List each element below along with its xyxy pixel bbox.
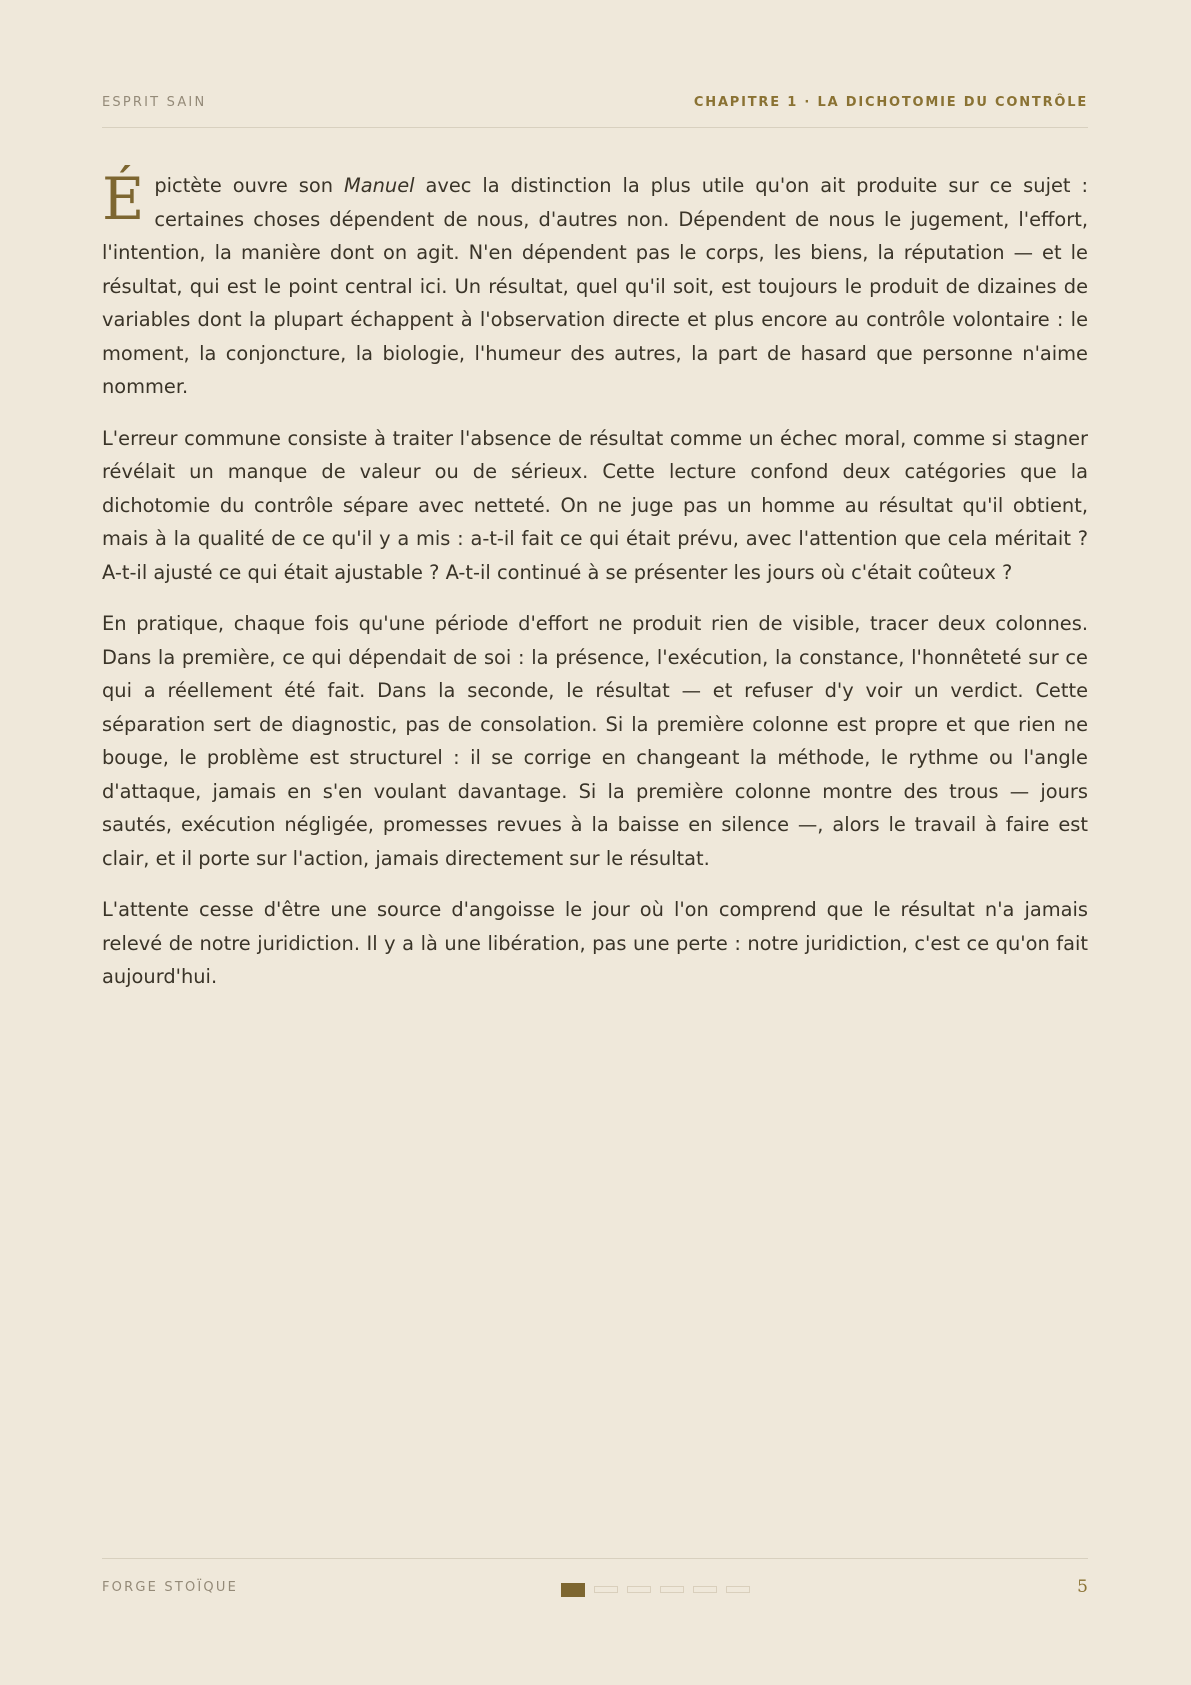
paragraph-1-intro: pictète ouvre son <box>154 174 344 197</box>
paragraph-1 <box>102 165 1088 404</box>
book-title: ESPRIT SAIN <box>102 95 207 110</box>
page-footer <box>102 1558 1088 1599</box>
paragraph-2: L'erreur commune consiste à traiter l'absence de résultat comme un échec moral, comme si stagner révélait un manque de valeur ou de sérieux. Cette lecture confond deux catégories que la dichotomie du contrôle sépare avec netteté. On ne juge pas un homme au résultat qu'il obtient, mais à la qualité de ce qu'il y a mis : a-t-il fait ce qui était prévu, avec l'attention que cela méritait ? A-t-il ajusté ce qui était ajustable ? A-t-il continué à se présenter les jours où c'était coûteux ? <box>102 426 1088 584</box>
progress-segment <box>726 1586 750 1593</box>
page-header <box>102 92 1088 128</box>
progress-segment <box>693 1586 717 1593</box>
progress-segment <box>660 1586 684 1593</box>
chapter-title: CHAPITRE 1 · LA DICHOTOMIE DU CONTRÔLE <box>693 95 1088 110</box>
drop-cap: É <box>102 165 145 233</box>
paragraph-4: L'attente cesse d'être une source d'angoisse le jour où l'on comprend que le résultat n'a jamais relevé de notre juridiction. Il y a là une libération, pas une perte : notre juridiction, c'est ce qu'on fait aujourd'hui. <box>102 898 1088 988</box>
body-text <box>102 165 1088 1012</box>
publisher-name: FORGE STOÏQUE <box>102 1580 238 1595</box>
work-title-manuel: Manuel <box>344 174 415 197</box>
paragraph-1-rest: avec la distinction la plus utile qu'on ait produite sur ce sujet : certaines choses dépendent de nous, d'autres non. Dépendent de nous le jugement, l'effort, l'intention, la manière dont on agit. N'en dépendent pas le corps, les biens, la réputation — et le résultat, qui est le point central ici. Un résultat, quel qu'il soit, est toujours le produit de dizaines de variables dont la plupart échappent à l'observation directe et plus encore au contrôle volontaire : le moment, la conjoncture, la biologie, l'humeur des autres, la part de hasard que personne n'aime nommer. <box>102 174 1088 398</box>
progress-segment <box>594 1586 618 1593</box>
paragraph-3: En pratique, chaque fois qu'une période d'effort ne produit rien de visible, tracer deux colonnes. Dans la première, ce qui dépendait de soi : la présence, l'exécution, la constance, l'honnêteté sur ce qui a réellement été fait. Dans la seconde, le résultat — et refuser d'y voir un verdict. Cette séparation sert de diagnostic, pas de consolation. Si la première colonne est propre et que rien ne bouge, le problème est structurel : il se corrige en changeant la méthode, le rythme ou l'angle d'attaque, jamais en s'en voulant davantage. Si la première colonne montre des trous — jours sautés, exécution négligée, promesses revues à la baisse en silence —, alors le travail à faire est clair, et il porte sur l'action, jamais directement sur le résultat. <box>102 612 1088 870</box>
progress-segment-active <box>561 1583 585 1597</box>
page-number: 5 <box>1077 1577 1088 1597</box>
document-page <box>102 0 1088 1685</box>
progress-segment <box>627 1586 651 1593</box>
chapter-progress-indicator <box>561 1583 750 1597</box>
